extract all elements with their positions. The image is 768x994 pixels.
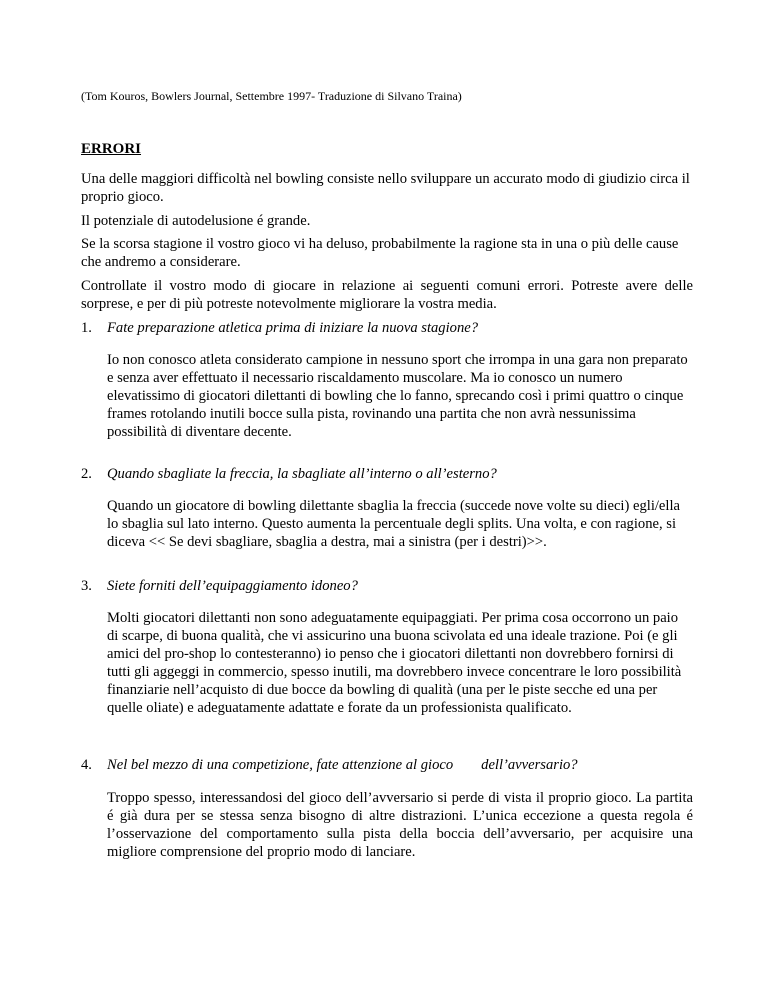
section-heading: ERRORI	[81, 141, 142, 157]
item-question: Siete forniti dell’equipaggiamento idoneo?	[107, 578, 358, 594]
source-citation: (Tom Kouros, Bowlers Journal, Settembre 1997- Traduzione di Silvano Traina)	[81, 89, 462, 103]
intro-paragraph: Il potenziale di autodelusione é grande.	[81, 213, 311, 229]
item-question-part: dell’avversario?	[481, 757, 578, 773]
intro-paragraph: Controllate il vostro modo di giocare in relazione ai seguenti comuni errori. Potreste avere delle sorprese, e per di più potreste notevolmente migliorare la vostra media.	[81, 278, 693, 312]
item-question-part: Nel bel mezzo di una competizione, fate attenzione al gioco	[107, 757, 454, 773]
item-answer: Molti giocatori dilettanti non sono adeguatamente equipaggiati. Per prima cosa occorrono un paio di scarpe, di buona qualità, che vi assicurino una buona scivolata ed una ideale trazione. Poi (e gli amici del pro-shop lo contesteranno) io penso che i giocatori dilettanti non dovrebbero fornirsi di tutti gli aggeggi in commercio, spesso inutili, ma dovrebbero invece concentrare le loro possibilità finanziarie nell’acquisto di due bocce da bowling di qualità (una per le piste secche ed una per quelle oliate) e adeguatamente adattate e forate da un professionista qualificato.	[107, 610, 682, 716]
item-answer: Quando un giocatore di bowling dilettante sbaglia la freccia (succede nove volte su dieci) egli/ella lo sbaglia sul lato interno. Questo aumenta la percentuale degli splits. Una volta, e con ragione, si diceva << Se devi sbagliare, sbaglia a destra, mai a sinistra (per i destri)>>.	[107, 498, 680, 550]
item-question: Quando sbagliate la freccia, la sbagliate all’interno o all’esterno?	[107, 466, 497, 482]
intro-paragraph: Una delle maggiori difficoltà nel bowling consiste nello sviluppare un accurato modo di giudizio circa il proprio gioco.	[81, 171, 690, 205]
intro-paragraph: Se la scorsa stagione il vostro gioco vi ha deluso, probabilmente la ragione sta in una o più delle cause che andremo a considerare.	[81, 236, 679, 270]
item-number: 3.	[81, 578, 92, 594]
item-number: 4.	[81, 757, 92, 773]
item-number: 2.	[81, 466, 92, 482]
item-question	[107, 756, 578, 774]
item-answer: Troppo spesso, interessandosi del gioco dell’avversario si perde di vista il proprio gioco. La partita é già dura per se stessa senza bisogno di altre distrazioni. L’unica eccezione a questa regola é l’osservazione del comportamento sulla pista della boccia dell’avversario, per acquisire una migliore comprensione del proprio modo di lanciare.	[107, 790, 693, 860]
item-question: Fate preparazione atletica prima di iniziare la nuova stagione?	[107, 320, 479, 336]
item-answer: Io non conosco atleta considerato campione in nessuno sport che irrompa in una gara non preparato e senza aver effettuato il necessario riscaldamento muscolare. Ma io conosco un numero elevatissimo di giocatori dilettanti di bowling che lo fanno, sprecando così i primi quattro o cinque frames rotolando inutili bocce sulla pista, rovinando una partita che non avrà nessunissima possibilità di diventare decente.	[107, 352, 688, 440]
item-number: 1.	[81, 320, 92, 336]
